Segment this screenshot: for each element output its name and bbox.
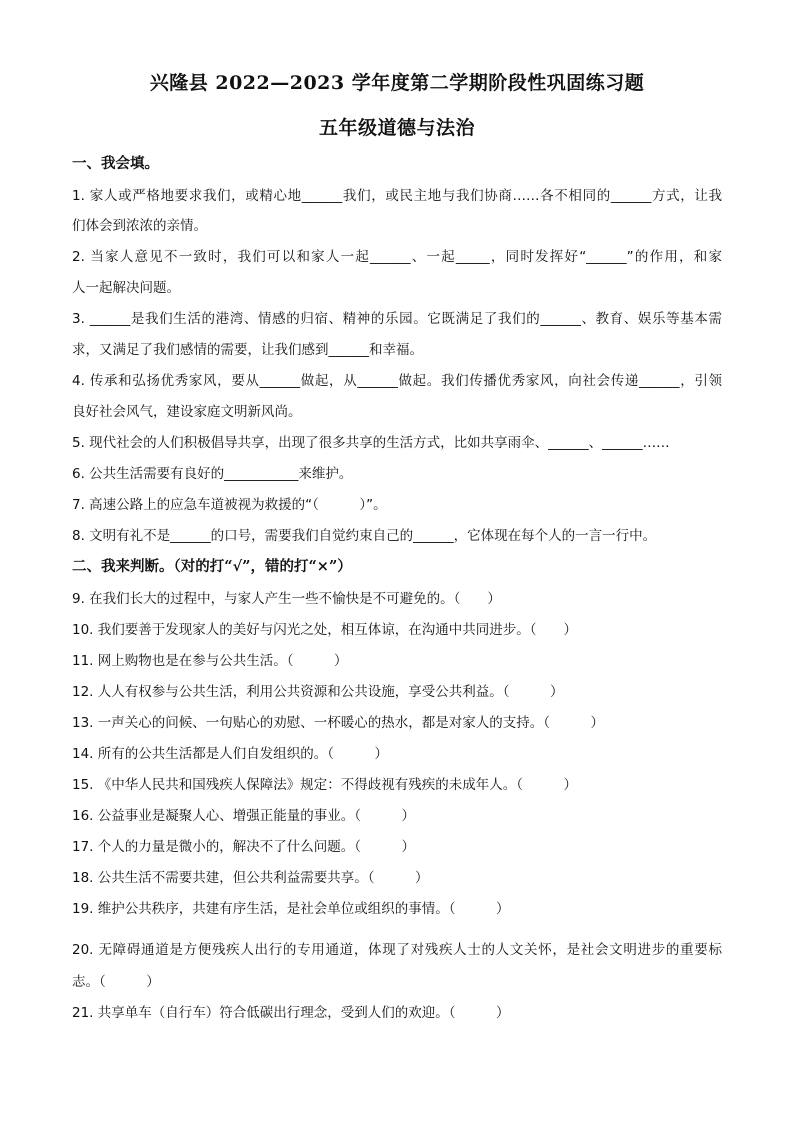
page-title: 兴隆县 2022—2023 学年度第二学期阶段性巩固练习题: [149, 72, 645, 94]
question-15: 15. 《中华人民共和国残疾人保障法》规定：不得歧视有残疾的未成年人。（ ）: [72, 777, 578, 793]
question-20-line-2: 志。（ ）: [72, 974, 160, 990]
question-11: 11. 网上购物也是在参与公共生活。（ ）: [72, 653, 348, 669]
question-4-line-1: 4. 传承和弘扬优秀家风，要从______做起，从______做起。我们传播优秀家风，向社会传递______，引领: [72, 373, 722, 389]
question-20-line-1: 20. 无障碍通道是方便残疾人出行的专用通道，体现了对残疾人士的人文关怀，是社会文明进步的重要标: [72, 942, 722, 958]
question-2-line-1: 2. 当家人意见不一致时，我们可以和家人一起______、一起_____，同时发挥好“______”的作用，和家: [72, 249, 722, 265]
question-1-line-2: 们体会到浓浓的亲情。: [72, 218, 207, 234]
question-9: 9. 在我们长大的过程中，与家人产生一些不愉快是不可避免的。（ ）: [72, 591, 501, 607]
section-heading-fill: 一、我会填。: [72, 155, 159, 172]
question-3-line-2: 求，又满足了我们感情的需要，让我们感到______和幸福。: [72, 342, 423, 358]
question-5: 5. 现代社会的人们积极倡导共享，出现了很多共享的生活方式，比如共享雨伞、______、______……: [72, 435, 670, 451]
question-21: 21. 共享单车（自行车）符合低碳出行理念，受到人们的欢迎。（ ）: [72, 1005, 510, 1021]
page-subtitle: 五年级道德与法治: [318, 117, 475, 139]
question-2-line-2: 人一起解决问题。: [72, 280, 180, 296]
question-7: 7. 高速公路上的应急车道被视为救援的“（ ）”。: [72, 497, 387, 513]
section-heading-judge: 二、我来判断。（对的打“√”，错的打“×”）: [72, 558, 352, 575]
question-17: 17. 个人的力量是微小的，解决不了什么问题。（ ）: [72, 839, 416, 855]
question-10: 10. 我们要善于发现家人的美好与闪光之处，相互体谅，在沟通中共同进步。（ ）: [72, 622, 578, 638]
question-13: 13. 一声关心的问候、一句贴心的劝慰、一杯暖心的热水，都是对家人的支持。（ ）: [72, 715, 605, 731]
question-12: 12. 人人有权参与公共生活，利用公共资源和公共设施，享受公共利益。（ ）: [72, 684, 564, 700]
question-4-line-2: 良好社会风气，建设家庭文明新风尚。: [72, 404, 302, 420]
question-18: 18. 公共生活不需要共建，但公共利益需要共享。（ ）: [72, 870, 429, 886]
question-16: 16. 公益事业是凝聚人心、增强正能量的事业。（ ）: [72, 808, 416, 824]
question-19: 19. 维护公共秩序，共建有序生活，是社会单位或组织的事情。（ ）: [72, 901, 510, 917]
question-8: 8. 文明有礼不是______的口号，需要我们自觉约束自己的______，它体现在每个人的一言一行中。: [72, 528, 657, 544]
question-3-line-1: 3. ______是我们生活的港湾、情感的归宿、精神的乐园。它既满足了我们的______、教育、娱乐等基本需: [72, 311, 722, 327]
question-14: 14. 所有的公共生活都是人们自发组织的。（ ）: [72, 746, 389, 762]
question-6: 6. 公共生活需要有良好的___________来维护。: [72, 466, 353, 482]
question-1-line-1: 1. 家人或严格地要求我们，或精心地______我们，或民主地与我们协商……各不相同的______方式，让我: [72, 188, 722, 204]
